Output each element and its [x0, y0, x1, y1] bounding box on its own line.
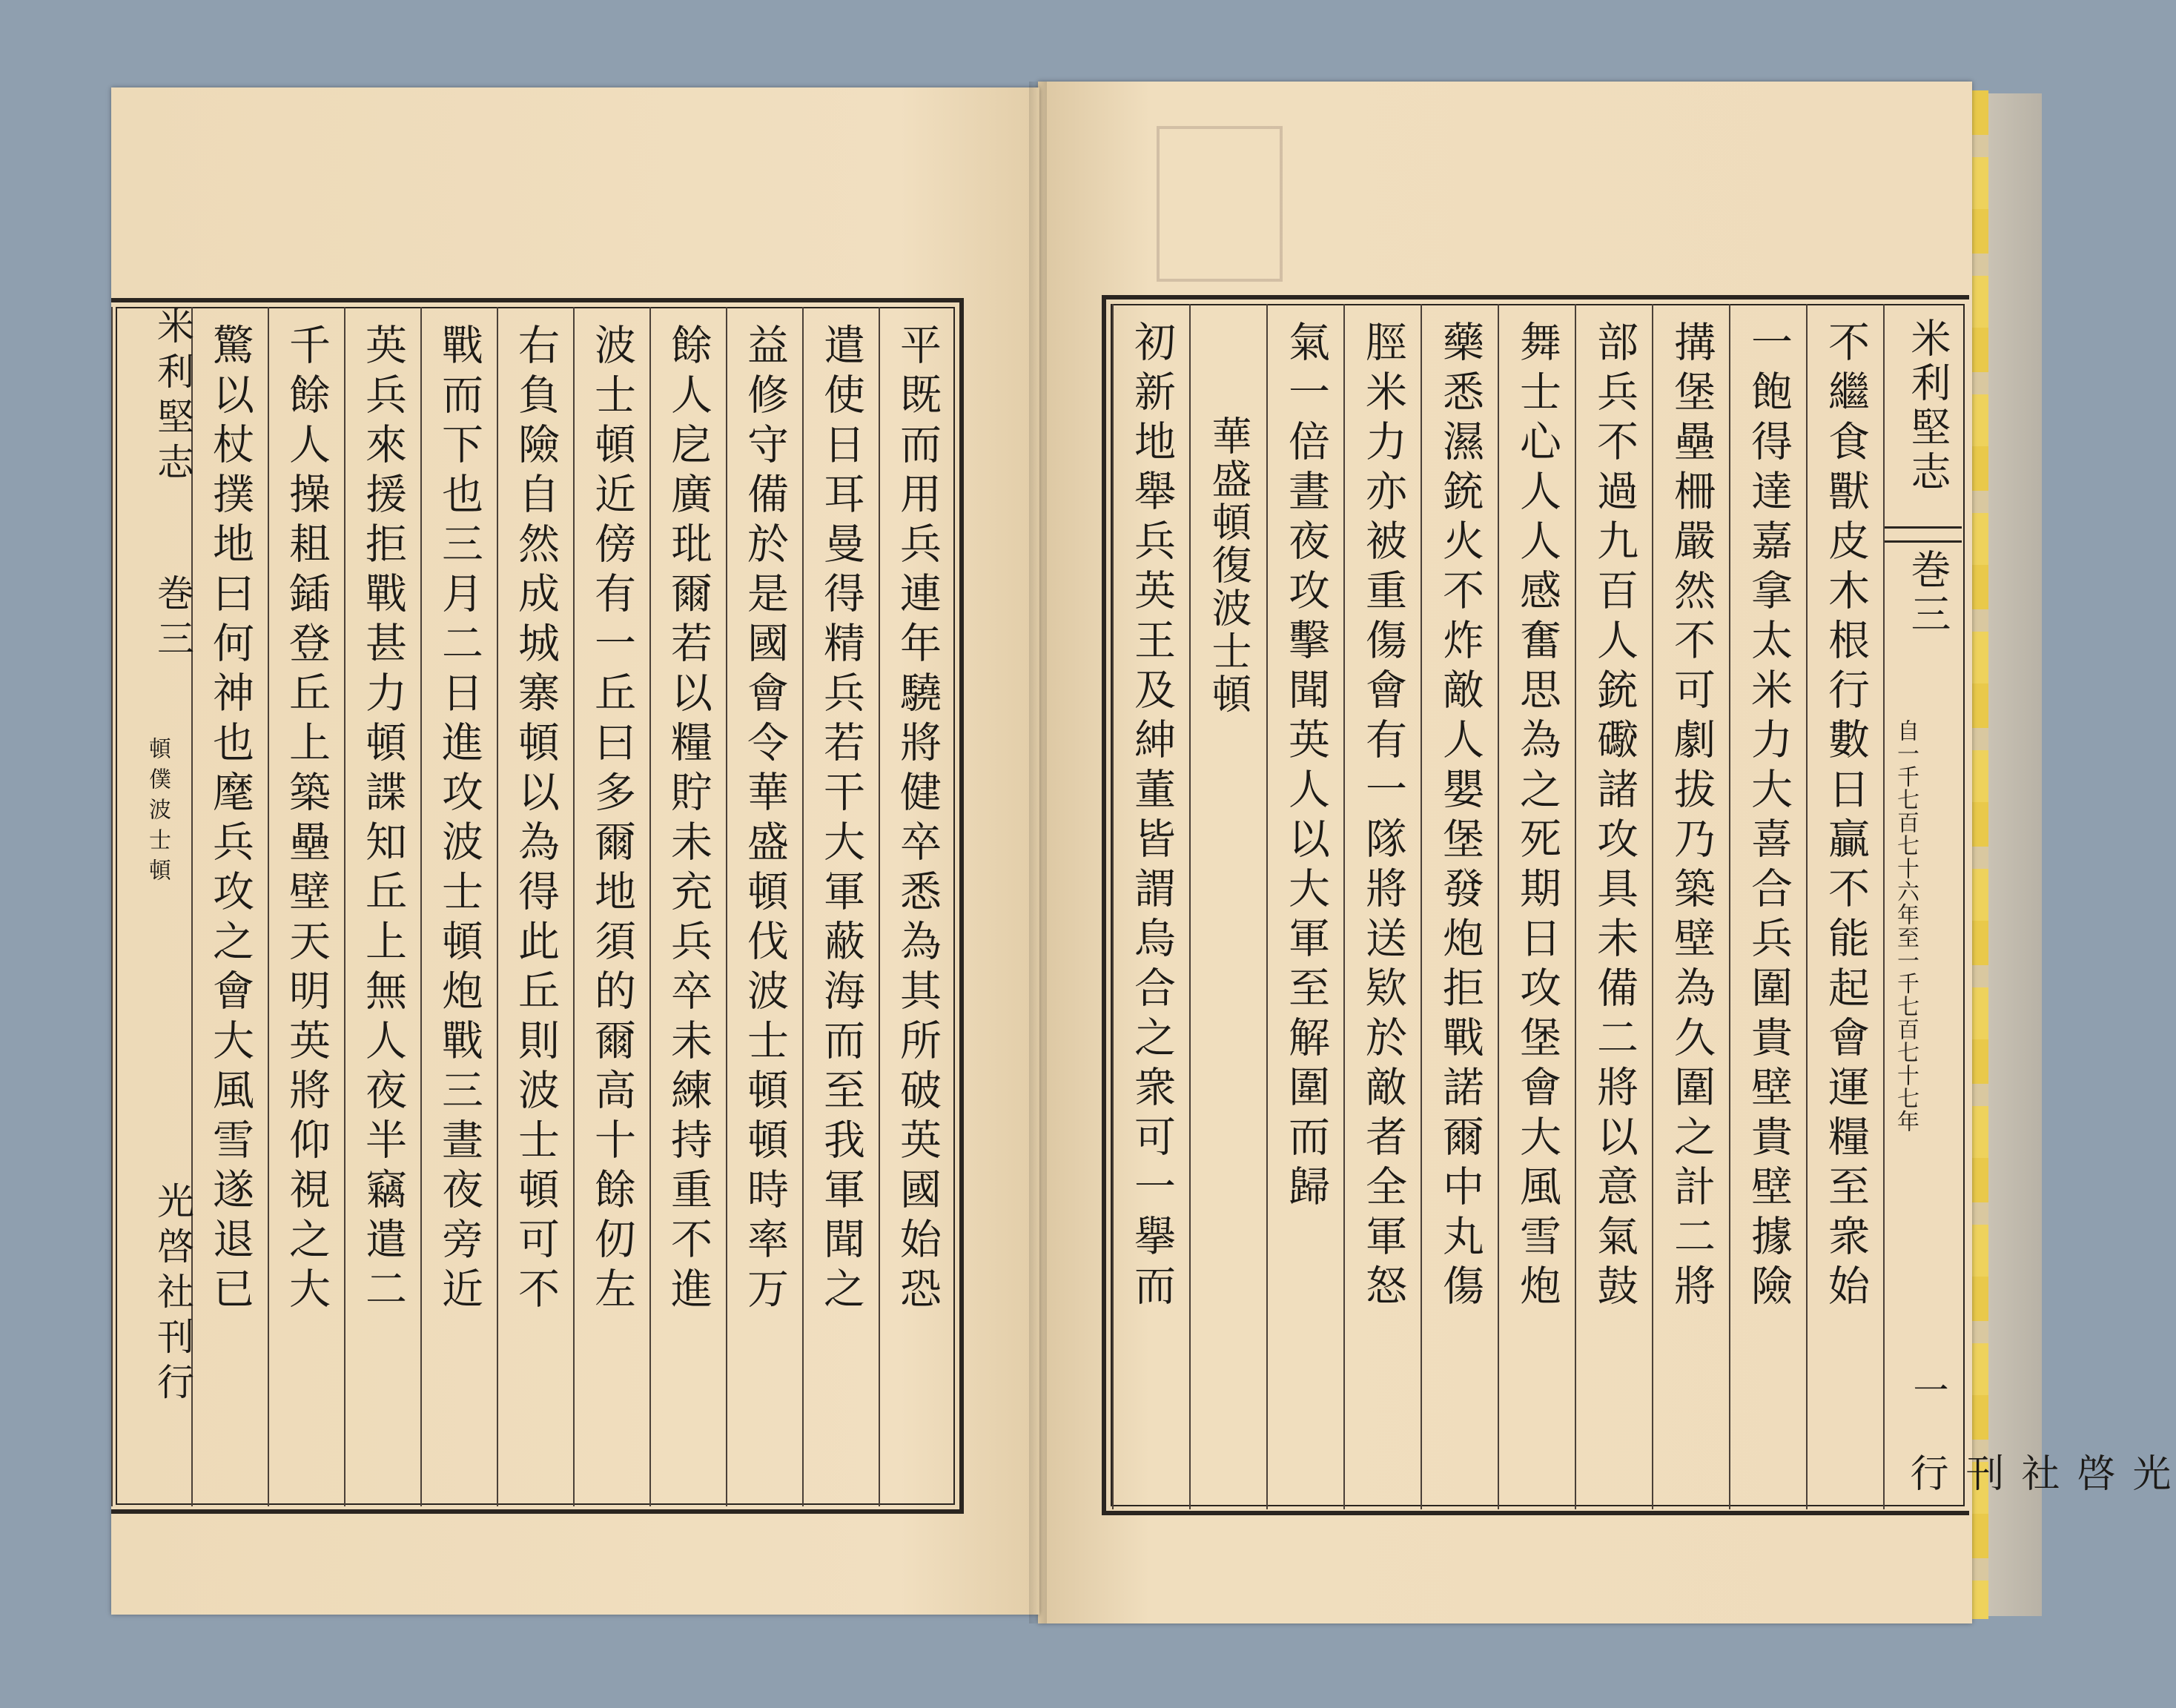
text-column: 一飽得達嘉拿太米力大喜合兵圍貴壁貴壁據險 — [1729, 304, 1806, 1509]
left-margin-title: 米利堅志 — [151, 307, 194, 488]
text-column: 千餘人操耝鍤登丘上築壘壁天明英將仰視之大 — [268, 307, 344, 1506]
text-column: 搆堡壘柵嚴然不可劇拔乃築壁為久圍之計二將 — [1652, 304, 1729, 1509]
right-margin-page-number: 一 — [1907, 1371, 1948, 1407]
text-column: 脛米力亦被重傷會有一隊將送欵於敵者全軍怒 — [1343, 304, 1421, 1509]
text-column: 部兵不過九百人銃礮諸攻具未備二將以意氣鼓 — [1575, 304, 1652, 1509]
faded-seal-stamp — [1157, 126, 1283, 282]
left-margin-publisher: 光啓社刊行 — [151, 1182, 194, 1408]
text-column: 氣一倍晝夜攻擊聞英人以大軍至解圍而歸 — [1266, 304, 1343, 1509]
section-heading: 華盛頓復波士頓 — [1189, 304, 1266, 1509]
text-column: 波士頓近傍有一丘曰多爾地須的爾高十餘仞左 — [573, 307, 649, 1506]
text-column: 餘人戹廣玭爾若以糧貯未充兵卒未練持重不進 — [649, 307, 726, 1506]
right-margin-publisher: 光啓社刊行 — [1903, 1453, 2170, 1496]
fish-tail-mark — [1885, 526, 1962, 543]
text-column: 益修守備於是國會令華盛頓伐波士頓頓時率万 — [726, 307, 802, 1506]
left-text-columns — [111, 307, 955, 1506]
text-column: 遣使日耳曼得精兵若干大軍蔽海而至我軍聞之 — [802, 307, 879, 1506]
text-column: 平既而用兵連年驍將健卒悉為其所破英國始恐 — [879, 307, 955, 1506]
text-column: 英兵來援拒戰甚力頓諜知丘上無人夜半竊遣二 — [344, 307, 420, 1506]
text-column: 戰而下也三月二日進攻波士頓炮戰三晝夜旁近 — [420, 307, 497, 1506]
book-gutter — [1029, 82, 1047, 1623]
text-column: 驚以杖撲地曰何神也麾兵攻之會大風雪遂退已 — [191, 307, 268, 1506]
left-margin-column — [111, 307, 194, 1506]
right-text-columns — [1112, 304, 1883, 1509]
text-column: 藥悉濕銃火不炸敵人嬰堡發炮拒戰諾爾中丸傷 — [1421, 304, 1498, 1509]
right-margin-dates: 自一千七百七十六年至一千七百七十七年 — [1893, 719, 1919, 1133]
text-column: 右負險自然成城寨頓以為得此丘則波士頓可不 — [497, 307, 573, 1506]
text-column: 初新地舉兵英王及紳董皆謂烏合之衆可一擧而 — [1112, 304, 1189, 1509]
right-margin-column — [1883, 304, 2170, 1509]
text-column: 不繼食獸皮木根行數日贏不能起會運糧至衆始 — [1806, 304, 1883, 1509]
book-spine — [1988, 93, 2042, 1616]
left-margin-subtitle: 頓僕波士頓 — [145, 737, 171, 889]
text-column: 舞士心人人感奮思為之死期日攻堡會大風雪炮 — [1498, 304, 1575, 1509]
right-margin-volume: 巻三 — [1905, 549, 1951, 638]
left-margin-volume: 巻三 — [151, 574, 194, 664]
right-margin-title: 米利堅志 — [1905, 317, 1951, 495]
